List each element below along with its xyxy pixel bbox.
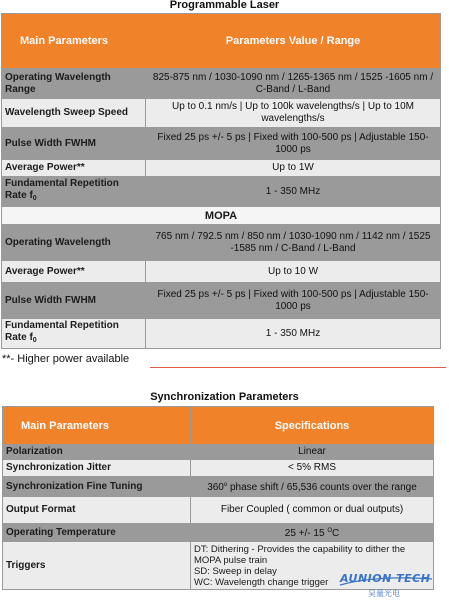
param-value: 1 - 350 MHz bbox=[146, 177, 441, 207]
table-row bbox=[2, 319, 441, 349]
param-label: Polarization bbox=[3, 445, 191, 460]
table-row bbox=[2, 69, 441, 99]
synchronization-parameters-table bbox=[2, 406, 434, 590]
param-label-text: Fundamental Repetition Rate f bbox=[5, 178, 119, 201]
table-row bbox=[3, 497, 434, 524]
table-row bbox=[3, 445, 434, 460]
param-value: Fiber Coupled ( common or dual outputs) bbox=[191, 497, 434, 524]
superscript: o bbox=[223, 482, 228, 488]
sync-title: Synchronization Parameters bbox=[150, 391, 299, 403]
value-text: 360 bbox=[207, 482, 224, 493]
param-value: < 5% RMS bbox=[191, 460, 434, 477]
superscript: O bbox=[327, 528, 332, 534]
table-row bbox=[2, 160, 441, 177]
param-value bbox=[191, 477, 434, 497]
param-label-text: Fundamental Repetition Rate f bbox=[5, 320, 119, 343]
table-row bbox=[2, 128, 441, 160]
subscript: 0 bbox=[32, 195, 37, 202]
param-label: Pulse Width FWHM bbox=[2, 128, 146, 160]
param-value: Up to 10 W bbox=[146, 261, 441, 283]
column-header-value-range: Parameters Value / Range bbox=[146, 14, 441, 69]
param-label: Operating Wavelength Range bbox=[2, 69, 146, 99]
company-logo bbox=[336, 569, 440, 605]
param-value: Fixed 25 ps +/- 5 ps | Fixed with 100-500 ps | Adjustable 150-1000 ps bbox=[146, 283, 441, 319]
table-row bbox=[3, 460, 434, 477]
footnote: **- Higher power available bbox=[2, 353, 130, 365]
trigger-line: DT: Dithering - Provides the capability to dither the MOPA pulse train bbox=[194, 543, 406, 566]
param-value: Up to 0.1 nm/s | Up to 100k wavelengths/s | Up to 10M wavelengths/s bbox=[146, 99, 441, 128]
param-label: Average Power** bbox=[2, 261, 146, 283]
param-value: 1 - 350 MHz bbox=[146, 319, 441, 349]
param-label: Average Power** bbox=[2, 160, 146, 177]
laser-title: Programmable Laser bbox=[169, 0, 280, 11]
table-row bbox=[2, 283, 441, 319]
logo-name: AUNION TECH bbox=[340, 572, 431, 585]
param-label: Pulse Width FWHM bbox=[2, 283, 146, 319]
table-row bbox=[2, 177, 441, 207]
table-header-row bbox=[3, 407, 434, 445]
subscript: 0 bbox=[32, 337, 37, 344]
param-label bbox=[2, 319, 146, 349]
value-text: phase shift / 65,536 counts over the range bbox=[227, 482, 417, 493]
table-row bbox=[2, 225, 441, 261]
param-value bbox=[191, 524, 434, 542]
trigger-line: WC: Wavelength change trigger bbox=[194, 576, 329, 588]
mopa-section-title: MOPA bbox=[2, 207, 441, 225]
param-label: Synchronization Fine Tuning bbox=[3, 477, 191, 497]
column-header-main-parameters: Main Parameters bbox=[2, 14, 146, 69]
column-header-main-parameters: Main Parameters bbox=[3, 407, 191, 445]
column-header-specifications: Specifications bbox=[191, 407, 434, 445]
value-text: 25 +/- 15 bbox=[284, 528, 328, 539]
value-text: C bbox=[331, 528, 340, 539]
trigger-line: SD: Sweep in delay bbox=[194, 565, 277, 577]
divider-line bbox=[150, 367, 446, 368]
table-header-row bbox=[2, 14, 441, 69]
section-header-row bbox=[2, 207, 441, 225]
param-label: Operating Temperature bbox=[3, 524, 191, 542]
table-row bbox=[2, 99, 441, 128]
param-value: Fixed 25 ps +/- 5 ps | Fixed with 100-500 ps | Adjustable 150-1000 ps bbox=[146, 128, 441, 160]
param-value: 825-875 nm / 1030-1090 nm / 1265-1365 nm / 1525 -1605 nm / C-Band / L-Band bbox=[146, 69, 441, 99]
laser-parameters-table bbox=[1, 13, 441, 349]
table-row bbox=[3, 477, 434, 497]
table-row bbox=[2, 261, 441, 283]
param-label: Wavelength Sweep Speed bbox=[2, 99, 146, 128]
param-label: Operating Wavelength bbox=[2, 225, 146, 261]
table-row bbox=[3, 524, 434, 542]
logo-chinese-name: 昊量光电 bbox=[368, 589, 400, 598]
param-label: Output Format bbox=[3, 497, 191, 524]
param-label: Triggers bbox=[3, 542, 191, 590]
param-value: Up to 1W bbox=[146, 160, 441, 177]
param-label: Synchronization Jitter bbox=[3, 460, 191, 477]
param-value: 765 nm / 792.5 nm / 850 nm / 1030-1090 nm / 1142 nm / 1525 -1585 nm / C-Band / L-Band bbox=[146, 225, 441, 261]
param-value: Linear bbox=[191, 445, 434, 460]
param-label bbox=[2, 177, 146, 207]
